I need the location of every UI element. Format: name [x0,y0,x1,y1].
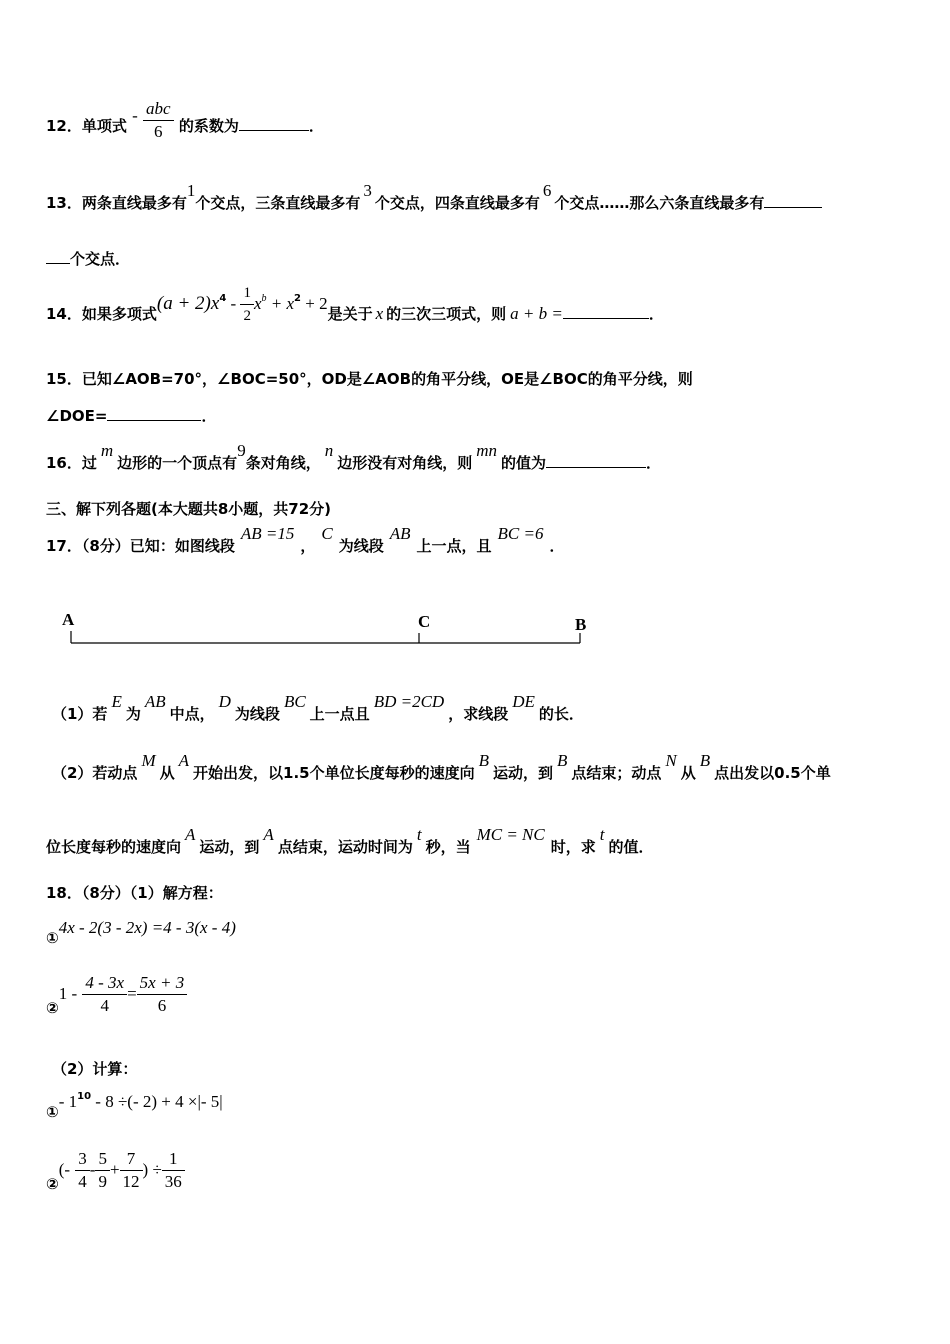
q17-p2-t2: t [599,825,605,844]
q17-p2-text-7: 点出发以0.5个单 [714,764,831,782]
q17-p2-n: N [665,751,677,770]
question-15 [46,368,693,389]
q18-calc-2 [46,1148,185,1193]
q17-p1-text-6: ，求线段 [448,705,509,723]
q14-poly-a: (a + 2)x [156,293,220,314]
q17-comma: ， [300,537,316,555]
q18-eq2-fn: 4 - 3x [82,972,127,995]
question-13 [46,181,822,213]
q18-eq-2 [46,972,187,1017]
point-a-label: A [62,610,75,629]
q17-pts: （8分）已知：如图线段 [81,537,235,555]
question-14 [46,282,664,327]
q17-p2-a: A [178,751,190,770]
q17-p1-de: DE [512,692,535,711]
q18-eq2-eq: = [127,984,137,1003]
q15-number: 15． [46,370,82,388]
q18-calc1-mark: ① [46,1103,59,1121]
q17-p1-text-5: 上一点且 [309,705,370,723]
q18-calc2-close: ) ÷ [142,1160,162,1179]
q17-p1-text-2: 为 [125,705,141,723]
q17-p2-b2: B [557,751,568,770]
q14-mid: 是关于 [327,305,373,323]
question-18 [46,882,223,903]
q13-text-4: 个交点……那么六条直线最多有 [554,194,765,212]
q18-f3d: 12 [122,1172,140,1191]
question-15-cont [46,405,216,426]
q17-p1-text-1: （1）若 [52,705,108,723]
q14-half-den: 2 [243,308,251,324]
q17-p1-bc: BC [283,692,306,711]
q17-p2-text-1: （2）若动点 [52,764,138,782]
q14-minus: - [226,294,241,313]
q18-number: 18． [46,884,82,902]
q16-text-1: 过 [81,454,97,472]
q17-p2-l2-text-1: 位长度每秒的速度向 [46,838,182,856]
q18-calc-1 [46,1091,223,1121]
q14-var: x [375,304,384,323]
question-13-cont [46,248,130,269]
q13-text-3: 个交点，四条直线最多有 [374,194,540,212]
q18-eq2-mark: ② [46,999,59,1017]
q18-calc2-frac-1 [75,1148,90,1193]
q18-f2d: 9 [98,1172,107,1191]
q13-text-1: 两条直线最多有 [81,194,187,212]
question-16 [46,441,662,473]
q14-half-num: 1 [240,282,254,305]
q17-p1-text-3: 中点， [169,705,215,723]
q18-eq-1 [46,918,236,947]
point-c-label: C [418,612,431,631]
question-12 [46,99,324,149]
q17-text-2: 为线段 [338,537,384,555]
q16-nine: 9 [237,441,246,460]
q18-eq2-frac-right [137,972,188,1017]
q18-calc2-frac-2 [95,1148,110,1193]
q14-expr: a + b = [510,304,563,323]
q14-end: ． [648,305,664,323]
q12-pre: 单项式 [81,117,127,135]
point-b-label: B [575,615,587,634]
q15-blank [107,406,201,421]
q17-p2-text-3: 开始出发，以1.5个单位长度每秒的速度向 [193,764,475,782]
q16-n: n [324,441,334,460]
q14-exp-4: 4 [219,293,227,304]
q13-text-2: 个交点，三条直线最多有 [195,194,361,212]
q16-m: m [100,441,114,460]
q14-blank [563,304,649,319]
q15-end: ． [201,407,217,425]
q17-p2-a3: A [263,825,274,844]
q17-p2-l2-text-5: 时，求 [550,838,596,856]
q17-c: C [321,524,333,543]
q12-frac-den: 6 [154,122,163,141]
q17-p1-text-7: 的长． [538,705,584,723]
q14-exp-2: 2 [294,293,301,304]
segment-figure [55,605,615,655]
q18-f3n: 7 [120,1148,143,1171]
q18-op2: + [109,1160,120,1179]
q14-half [240,282,254,327]
q14-plus-2: + 2 [301,294,328,313]
q12-post: 的系数为 [178,117,239,135]
q17-p2-text-6: 从 [680,764,696,782]
q14-number: 14． [46,305,82,323]
q18-eq2-rn: 5x + 3 [137,972,188,995]
q18-head: （8分）（1）解方程： [81,884,223,902]
q18-eq1-mark: ① [46,929,59,947]
q18-f1d: 4 [78,1172,87,1191]
q18-calc1-b: - 8 ÷(- 2) + 4 ×|- 5| [91,1092,223,1111]
q14-mid2: 的三次三项式，则 [386,305,507,323]
q12-frac-num: abc [143,98,174,121]
q18-calc2-mark: ② [46,1175,59,1193]
q17-bc6: BC =6 [497,524,544,543]
q16-text-3: 条对角线， [245,454,321,472]
q17-p1-e: E [111,692,122,711]
q13-text-5: 个交点． [70,250,131,268]
q18-f4d: 36 [164,1172,182,1191]
q14-pre: 如果多项式 [81,305,157,323]
q18-calc2-frac-3 [120,1148,143,1193]
q12-minus: - [132,106,138,125]
question-17 [46,524,565,556]
q17-end: ． [549,537,565,555]
q17-text-3: 上一点，且 [416,537,492,555]
q18-calc2-frac-4 [162,1148,185,1193]
q13-num-3: 6 [542,181,552,200]
q16-end: ． [646,454,662,472]
q17-p1-text-4: 为线段 [234,705,280,723]
q18-calc-heading: （2）计算： [52,1060,138,1078]
q18-calc1-a: - 1 [58,1092,78,1111]
section-3-heading: 三、解下列各题(本大题共8小题，共72分) [46,500,332,518]
q17-part-2-cont [46,825,654,857]
q13-number: 13． [46,194,82,212]
q17-ab15: AB =15 [240,524,295,543]
q18-eq2-rd: 6 [157,996,167,1015]
q17-p2-b3: B [699,751,711,770]
q17-p2-text-4: 运动，到 [493,764,554,782]
q17-part-2 [52,751,831,783]
q13-blank-1 [764,193,822,208]
q12-number: 12． [46,117,82,135]
q17-p2-a2: A [185,825,196,844]
q17-p2-l2-text-6: 的值． [608,838,654,856]
q17-p2-b: B [478,751,489,770]
q17-ab: AB [389,524,411,543]
q17-number: 17． [46,537,82,555]
q15-text-2: ∠DOE= [46,407,108,425]
q16-text-5: 的值为 [501,454,547,472]
q17-p2-text-5: 点结束；动点 [571,764,662,782]
q12-end: ． [308,117,324,135]
q16-mn: mn [476,441,497,460]
q17-p2-t: t [416,825,422,844]
q18-f2n: 5 [95,1148,110,1171]
q16-text-2: 边形的一个顶点有 [117,454,238,472]
q17-p2-m: M [141,751,156,770]
q13-num-2: 3 [363,181,372,200]
q16-blank [546,453,646,468]
q18-eq2-pre: 1 - [58,984,78,1003]
q16-number: 16． [46,454,82,472]
q17-p2-l2-text-3: 点结束，运动时间为 [277,838,413,856]
q14-exp-b: b [261,293,267,304]
q12-blank [239,116,309,131]
q17-part-1 [52,692,584,724]
q18-f1n: 3 [75,1148,90,1171]
q17-p2-l2-text-2: 运动，到 [199,838,260,856]
q14-xb: x [253,294,262,313]
q17-p2-mcnc: MC = NC [476,825,545,844]
q17-p1-bd: BD =2CD [373,692,445,711]
q17-p2-text-2: 从 [159,764,175,782]
q18-eq2-fd: 4 [100,996,109,1015]
q18-f4n: 1 [162,1148,185,1171]
q15-text: 已知∠AOB=70°，∠BOC=50°，OD是∠AOB的角平分线，OE是∠BOC的角平分线，则 [81,370,693,388]
q13-blank-2 [46,249,70,264]
q18-op1: - [89,1160,96,1179]
q13-num-1: 1 [186,181,196,200]
q18-calc2-open: (- [58,1160,71,1179]
q18-eq2-frac-left [82,972,127,1017]
q17-p1-ab: AB [144,692,166,711]
q12-fraction [143,98,174,143]
q18-calc1-exp: 10 [77,1091,92,1102]
q17-p2-l2-text-4: 秒，当 [425,838,471,856]
q18-eq1: 4x - 2(3 - 2x) =4 - 3(x - 4) [58,918,236,937]
q14-plus-x: + x [266,294,295,313]
q16-text-4: 边形没有对角线，则 [337,454,473,472]
q17-p1-d: D [218,692,231,711]
